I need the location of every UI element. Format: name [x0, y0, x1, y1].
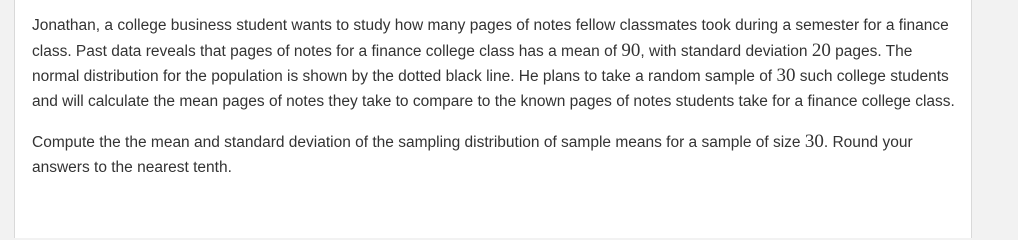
question-card: [14, 0, 972, 238]
sd-value: 20: [811, 39, 831, 61]
mean-value: 90: [621, 39, 641, 61]
problem-context-paragraph: [32, 14, 962, 114]
context-text-2: , with standard deviation: [640, 42, 812, 60]
question-sample-size: 30: [804, 131, 824, 152]
context-text-4: such college students and will calculate the mean pages of notes they take to compare to the known pages of notes students take for a finance college class.: [32, 68, 955, 110]
context-text-3: pages. The normal distribution for the population is shown by the dotted black line. He plans to take a random sample of: [32, 42, 913, 85]
sample-size-value: 30: [776, 65, 796, 86]
question-content: [32, 14, 962, 180]
question-text-2: . Round your answers to the nearest tenth.: [32, 134, 913, 176]
question-text-1: Compute the the mean and standard deviation of the sampling distribution of sample means for a sample of size: [32, 134, 805, 151]
context-text-1: Jonathan, a college business student wants to study how many pages of notes fellow classmates took during a semester for a finance class. Past data reveals that pages of notes for a finance college class has a mean of: [32, 17, 949, 60]
problem-question-paragraph: [32, 130, 962, 180]
